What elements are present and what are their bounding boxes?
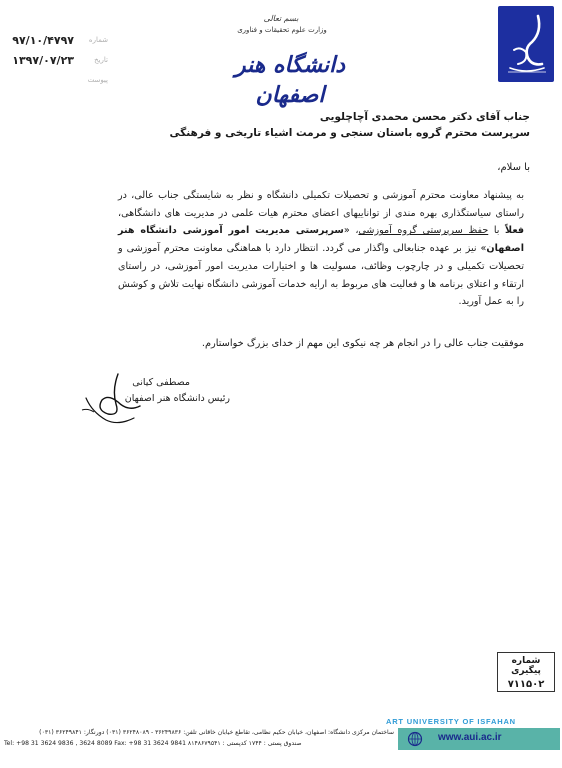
globe-icon: [404, 731, 426, 747]
body-text-1: به پیشنهاد معاونت محترم آموزشی و تحصیلات تکمیلی دانشگاه و نظر به شایستگی جناب عالی، در راستای سیاستگذاری بهره مندی از تواناییهای اعضای محترم هیات علمی در مدیریت های دانشگاهی،: [118, 190, 524, 219]
body-bold-position: سرپرستی مدیریت امور آموزشی دانشگاه هنر اصفهان: [118, 225, 524, 255]
university-name: دانشگاه هنر اصفهان: [234, 52, 346, 108]
footer-contact: Tel: +98 31 3624 9836 , 3624 8089 Fax: +98 31 3624 9841 صندوق پستی : ۱۷۴۴ کدپستی : ۸۱۴۸۶۷۹۵۴۱: [4, 740, 302, 747]
number-label: شماره: [88, 36, 108, 44]
signatory-title: رئیس دانشگاه هنر اصفهان: [124, 393, 230, 404]
greeting: با سلام،: [497, 162, 530, 173]
tracking-number-box: [497, 652, 555, 692]
tracking-number: ۷۱۱۵۰۲: [507, 679, 545, 690]
recipient-name: جناب آقای دکتر محسن محمدی آچاچلویی: [319, 111, 530, 123]
invocation-text: بسم تعالی: [263, 14, 299, 23]
closing-line: موفقیت جناب عالی را در انجام هر چه نیکوی این مهم از خدای بزرگ خواستارم.: [201, 338, 524, 349]
body-bold-currently: فعلاً: [505, 225, 525, 237]
attachment-label: پیوست: [87, 76, 108, 84]
letter-number-row: [8, 34, 108, 54]
website-link[interactable]: www.aui.ac.ir: [438, 732, 502, 743]
letter-date-row: [8, 54, 108, 74]
letter-date: ۱۳۹۷/۰۷/۲۳: [12, 54, 74, 67]
date-label: تاریخ: [94, 56, 108, 64]
footer-address: ساختمان مرکزی دانشگاه: اصفهان، خیابان حکیم نظامی، تقاطع خیابان خاقانی تلفن: ۳۶۲۴۹۸۳۶ - ۳۶۲۴۸۰۸۹ (۰۳۱) دورنگار: ۳۶۲۴۹۸۴۱ (۰۳۱): [39, 729, 394, 736]
tracking-label: شماره پیگیری: [511, 656, 541, 676]
body-text-3: ، «: [343, 225, 359, 237]
letter-number: ۹۷/۱۰/۴۷۹۷: [12, 34, 74, 47]
body-text-2: با: [488, 225, 506, 237]
university-logo: [498, 6, 554, 82]
calligraphy-logo-icon: [498, 6, 554, 82]
recipient-title: سرپرست محترم گروه باستان سنجی و مرمت اشیاء تاریخی و فرهنگی: [169, 127, 530, 139]
body-underlined-text: حفظ سرپرستی گروه آموزشی: [358, 225, 489, 237]
attachment-row: [8, 74, 108, 94]
body-text-4: » نیز بر عهده جنابعالی واگذار می گردد. انتظار دارد با هماهنگی معاونت محترم آموزشی و تحصیلات تکمیلی و در چارچوب وظائف، مسولیت ها و اختیارات مدیریت امور آموزشی، در راستای ارتقاء و اعتلای برنامه ها و فعالیت های مربوط به ارایه خدمات آموزشی دانشگاه نهایت تلاش و کوشش را به عمل آورید.: [118, 243, 524, 308]
letter-meta: [8, 34, 108, 94]
footer-english-name: ART UNIVERSITY OF ISFAHAN: [386, 717, 516, 726]
ministry-name: وزارت علوم تحقیقات و فناوری: [237, 26, 327, 34]
letter-body: [118, 187, 524, 311]
signatory-name: مصطفی کیانی: [132, 377, 190, 388]
